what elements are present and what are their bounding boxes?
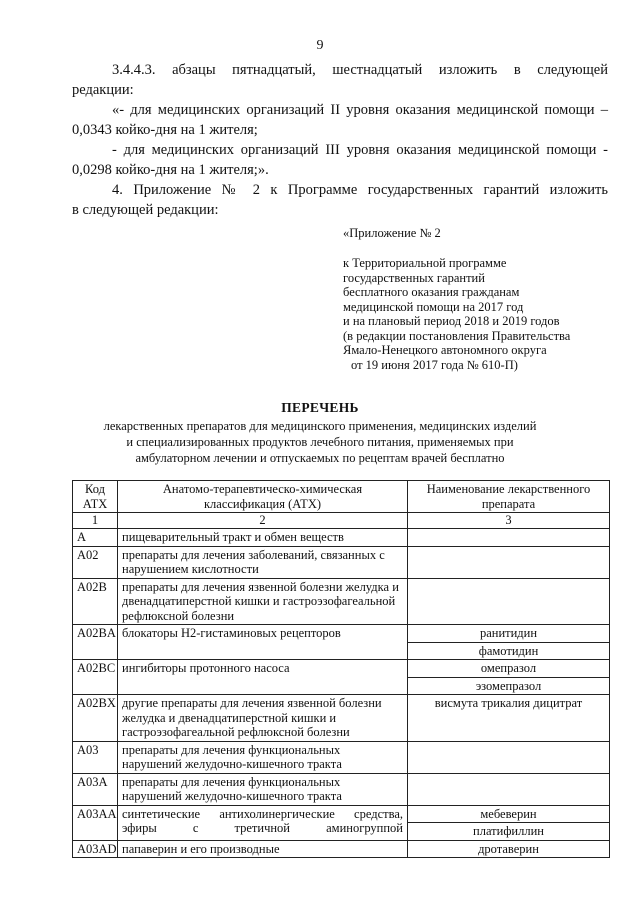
table-row <box>73 660 610 695</box>
drug-cell <box>408 578 610 625</box>
atc-class: другие препараты для лечения язвенной болезни желудка и двенадцатиперстной кишки и гастроэзофагеальной рефлюксной болезни <box>118 695 408 742</box>
appendix-line: государственных гарантий <box>343 270 485 285</box>
column-number: 3 <box>408 513 610 529</box>
list-title: ПЕРЕЧЕНЬ <box>281 400 359 415</box>
atc-class: препараты для лечения функциональных нарушений желудочно-кишечного тракта <box>118 741 408 773</box>
paragraph-text: 0,0343 койко-дня на 1 жителя; <box>72 122 258 138</box>
page-number: 9 <box>316 38 324 53</box>
atc-code: A03AA <box>73 805 118 840</box>
header-drug-name: Наименование лекарственного препарата <box>408 481 610 513</box>
atc-code: A03 <box>73 741 118 773</box>
drug-cell <box>408 773 610 805</box>
atc-class: папаверин и его производные <box>118 840 408 858</box>
appendix-line: медицинской помощи на 2017 год <box>343 299 524 314</box>
table-header-row <box>73 481 610 513</box>
drug-cell <box>408 625 610 660</box>
atc-code: A03AD <box>73 840 118 858</box>
drug-cell <box>408 546 610 578</box>
appendix-line: и на плановый период 2018 и 2019 годов <box>343 314 560 328</box>
column-number: 2 <box>118 513 408 529</box>
table-row <box>73 578 610 625</box>
drug-name: висмута трикалия дицитрат <box>434 696 583 710</box>
list-subtitle: лекарственных препаратов для медицинского применения, медицинских изделий и специализированных продуктов лечебного питания, применяемых при амбулаторном лечении и отпускаемых по рецептам врачей бесплатно <box>103 419 537 465</box>
table-row <box>73 529 610 547</box>
drug-cell <box>408 529 610 547</box>
paragraph-text: - для медицинских организаций III уровня оказания медицинской помощи - <box>112 142 608 158</box>
drug-name: мебеверин <box>480 806 537 821</box>
atc-code: A02BC <box>73 660 118 695</box>
table-row <box>73 773 610 805</box>
appendix-line: (в редакции постановления Правительства <box>343 328 571 343</box>
drug-name: омепразол <box>480 661 537 675</box>
column-number: 1 <box>73 513 118 529</box>
atc-class: блокаторы Н2-гистаминовых рецепторов <box>118 625 408 660</box>
table-row <box>73 695 610 742</box>
drug-cell <box>408 695 610 742</box>
paragraph-text: редакции: <box>72 82 134 98</box>
atc-class: препараты для лечения заболеваний, связанных с нарушением кислотности <box>118 546 408 578</box>
paragraph-text: «- для медицинских организаций II уровня оказания медицинской помощи – <box>112 102 608 118</box>
atc-code: A02B <box>73 578 118 625</box>
table-row <box>73 625 610 660</box>
drug-name: ранитидин <box>479 626 538 640</box>
drug-name: платифиллин <box>408 822 609 840</box>
atc-code: А <box>73 529 118 547</box>
atc-class: препараты для лечения функциональных нарушений желудочно-кишечного тракта <box>118 773 408 805</box>
drug-name: эзомепразол <box>408 677 609 695</box>
drug-cell <box>408 741 610 773</box>
paragraph-text: в следующей редакции: <box>72 202 219 218</box>
atc-code: A02BX <box>73 695 118 742</box>
drug-list-table <box>72 480 610 858</box>
appendix-block <box>343 256 570 372</box>
table-row <box>73 546 610 578</box>
appendix-line: от 19 июня 2017 года № 610-П) <box>351 357 518 372</box>
atc-code: A03A <box>73 773 118 805</box>
appendix-line: бесплатного оказания гражданам <box>343 285 520 299</box>
table-row <box>73 741 610 773</box>
paragraph-text: 4. Приложение № 2 к Программе государственных гарантий изложить <box>112 182 608 198</box>
appendix-line: Ямало-Ненецкого автономного округа <box>343 343 547 357</box>
paragraph-text: 3.4.4.3. абзацы пятнадцатый, шестнадцатый изложить в следующей <box>112 62 608 78</box>
atc-class: пищеварительный тракт и обмен веществ <box>118 529 408 547</box>
drug-cell <box>408 840 610 858</box>
atc-code: A02BA <box>73 625 118 660</box>
drug-name: дротаверин <box>478 841 539 856</box>
atc-class: препараты для лечения язвенной болезни желудка и двенадцатиперстной кишки и гастроэзофагеальной рефлюксной болезни <box>118 578 408 625</box>
column-number-row <box>73 513 610 529</box>
header-code: Код АТХ <box>73 481 118 513</box>
paragraph-text: 0,0298 койко-дня на 1 жителя;». <box>72 162 269 178</box>
atc-class: синтетические антихолинергические средства, эфиры с третичной аминогруппой <box>118 805 408 840</box>
appendix-title: «Приложение № 2 <box>343 226 441 240</box>
atc-class: ингибиторы протонного насоса <box>118 660 408 695</box>
drug-name: фамотидин <box>408 642 609 660</box>
drug-cell <box>408 660 610 695</box>
table-row <box>73 805 610 840</box>
header-classification: Анатомо-терапевтическо-химическая классификация (АТХ) <box>118 481 408 513</box>
appendix-line: к Территориальной программе <box>343 256 507 270</box>
drug-cell <box>408 805 610 840</box>
table-row <box>73 840 610 858</box>
atc-code: A02 <box>73 546 118 578</box>
